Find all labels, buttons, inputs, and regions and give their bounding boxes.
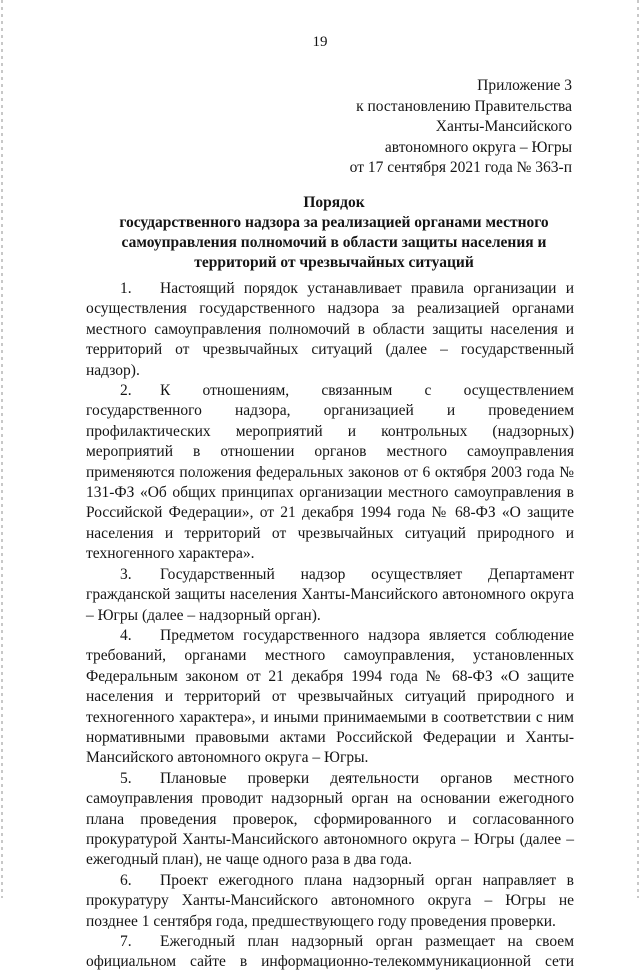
left-scan-edge: [1, 0, 3, 898]
document-title: [86, 193, 582, 273]
annex-line: к постановлению Правительства: [356, 97, 572, 115]
annex-line: Приложение 3: [477, 77, 572, 94]
annex-line: автономного округа – Югры: [384, 138, 572, 156]
paragraph-3: [86, 565, 574, 626]
title-line: Порядок: [303, 194, 365, 211]
paragraph-number: 3.: [120, 565, 132, 583]
paragraph-4: [86, 626, 574, 769]
paragraph-number: 4.: [120, 626, 132, 644]
paragraph-text: Ежегодный план надзорный орган размещает на своем официальном сайте в информационно-телекоммуникационной сети: [86, 933, 574, 971]
paragraph-text: Предметом государственного надзора является соблюдение требований, органами местного самоуправления, установленных Федеральным законом от 21 декабря 1994 года № 68-ФЗ «О защите населения и территорий от чрезвычайных ситуаций природного и техногенного характера», и иными принимаемыми в соответствии с ним нормативными правовыми актами Российской Федерации и Ханты-Мансийского автономного округа – Югры.: [86, 626, 574, 767]
paragraph-number: 6.: [120, 871, 132, 889]
paragraph-number: 2.: [120, 382, 132, 400]
document-body: [86, 279, 574, 973]
title-line: самоуправления полномочий в области защиты населения и: [121, 234, 547, 251]
annex-block: [350, 76, 572, 179]
paragraph-text: Плановые проверки деятельности органов местного самоуправления проводит надзорный орган на основании ежегодного плана проведения проверок, сформированного и согласованного прокуратурой Ханты-Мансийского автономного округа – Югры (далее – ежегодный план), не чаще одного раза в два года.: [86, 769, 574, 869]
paragraph-text: Проект ежегодного плана надзорный орган направляет в прокуратуру Ханты-Мансийского автономного округа – Югры не позднее 1 сентября года, предшествующего году проведения проверки.: [86, 871, 574, 930]
paragraph-text: К отношениям, связанным с осуществлением государственного надзора, организацией и проведением профилактических мероприятий и контрольных (надзорных) мероприятий в отношении органов местного самоуправления применяются положения федеральных законов от 6 октября 2003 года № 131-ФЗ «Об общих принципах организации местного самоуправления в Российской Федерации», от 21 декабря 1994 года № 68-ФЗ «О защите населения и территорий от чрезвычайных ситуаций природного и техногенного характера».: [86, 382, 574, 563]
paragraph-text: Государственный надзор осуществляет Департамент гражданской защиты населения Ханты-Мансийского автономного округа – Югры (далее – надзорный орган).: [86, 565, 574, 624]
paragraph-text: Настоящий порядок устанавливает правила организации и осуществления государственного надзора за реализацией органами местного самоуправления полномочий в области защиты населения и территорий от чрезвычайных ситуаций (далее – государственный надзор).: [86, 280, 574, 379]
paragraph-6: [86, 871, 574, 932]
paragraph-7: [86, 932, 574, 973]
paragraph-5: [86, 769, 574, 871]
title-line: территорий от чрезвычайных ситуаций: [194, 254, 474, 271]
page-number: 19: [312, 34, 328, 50]
paragraph-number: 1.: [120, 280, 132, 297]
paragraph-number: 5.: [120, 769, 132, 787]
paragraph-1: [86, 279, 574, 381]
title-line: государственного надзора за реализацией органами местного: [119, 214, 549, 231]
paragraph-2: [86, 381, 574, 565]
right-scan-edge: [637, 0, 639, 898]
annex-line: Ханты-Мансийского: [435, 118, 572, 135]
annex-line: от 17 сентября 2021 года № 363-п: [349, 159, 572, 176]
paragraph-number: 7.: [120, 933, 132, 950]
